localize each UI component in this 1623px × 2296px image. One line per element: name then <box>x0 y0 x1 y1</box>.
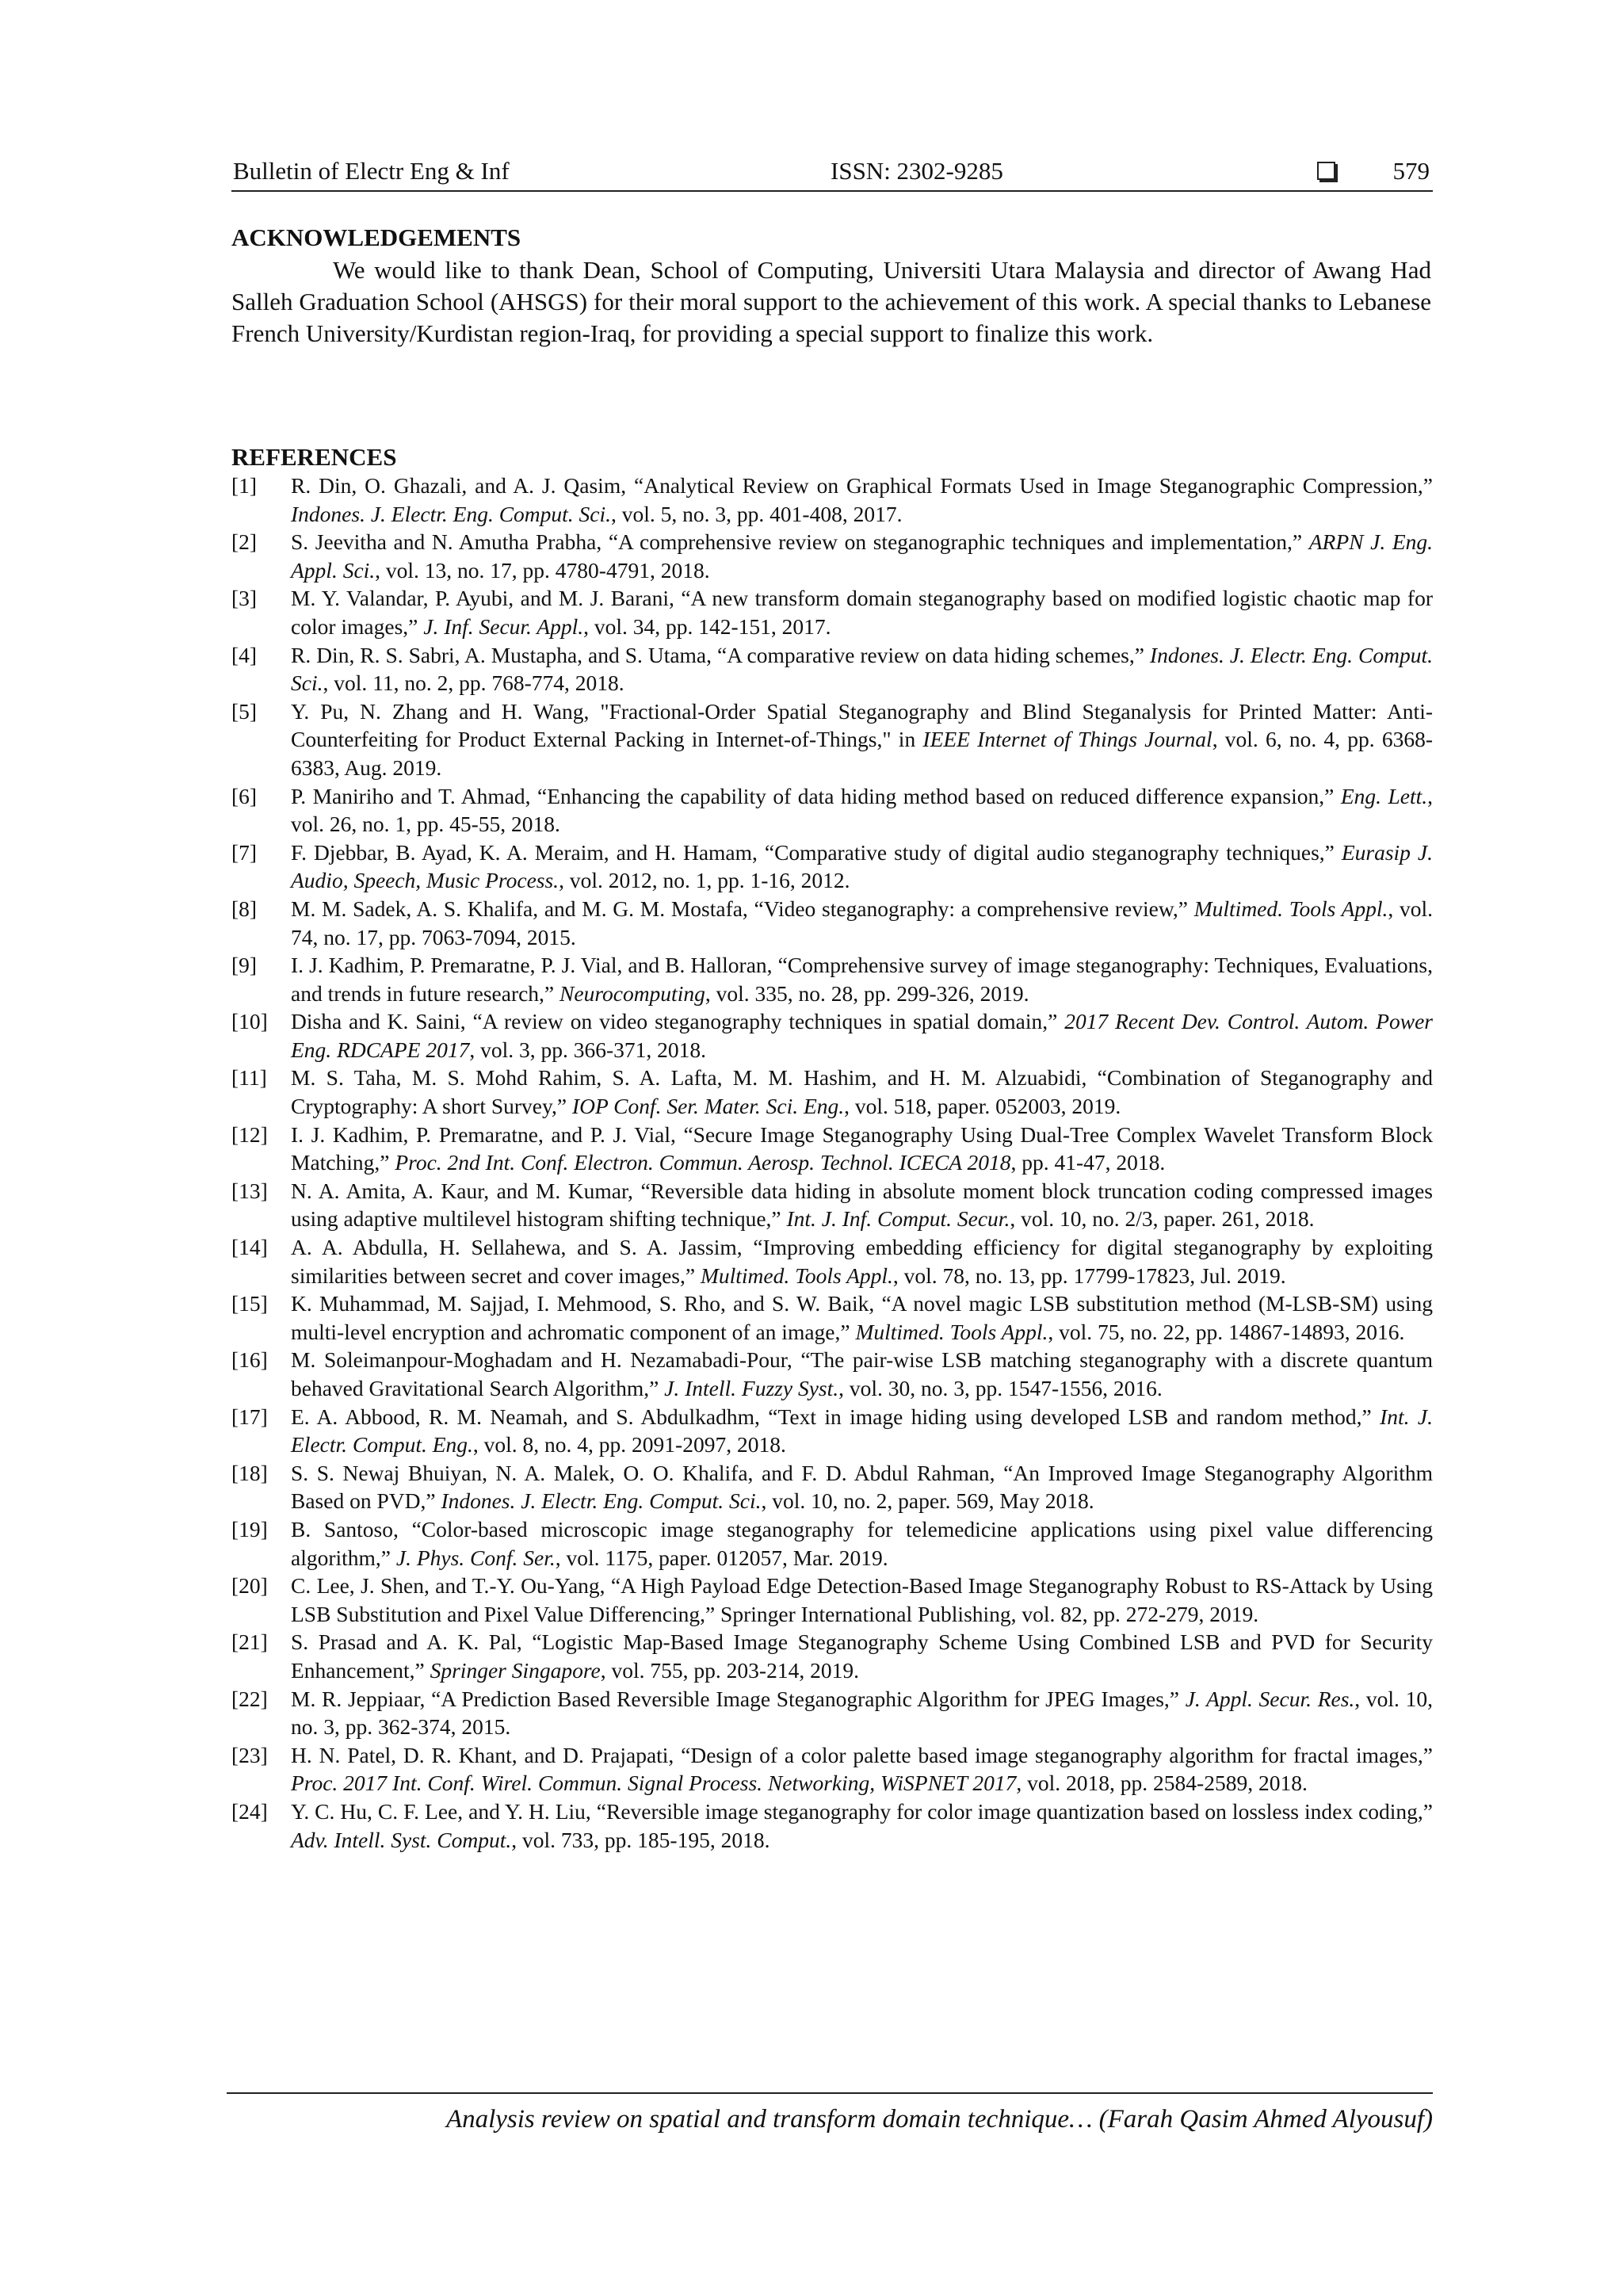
reference-number: [12] <box>231 1121 268 1147</box>
reference-details: , vol. 335, no. 28, pp. 299-326, 2019. <box>705 980 1029 1006</box>
issn: ISSN: 2302-9285 <box>831 157 1003 185</box>
reference-number: [3] <box>231 586 258 611</box>
reference-number: [1] <box>231 473 258 498</box>
reference-details: , vol. 13, no. 17, pp. 4780-4791, 2018. <box>375 557 710 583</box>
reference-authors-title: M. Y. Valandar, P. Ayubi, and M. J. Barani, “A new transform domain steganography based on modified logistic chaotic map for color images,” <box>291 586 1433 639</box>
reference-details: , vol. 2012, no. 1, pp. 1-16, 2012. <box>559 868 850 893</box>
reference-item <box>231 1515 1433 1572</box>
reference-number: [8] <box>231 896 258 921</box>
reference-authors-title: S. Prasad and A. K. Pal, “Logistic Map-Based Image Steganography Scheme Using Combined LSB and PVD for Security Enhancement,” <box>291 1629 1433 1683</box>
reference-authors-title: C. Lee, J. Shen, and T.-Y. Ou-Yang, “A High Payload Edge Detection-Based Image Steganography Robust to RS-Attack by Using LSB Substitution and Pixel Value Differencing,” Springer International Publishing, vol. 82, pp. 272-279, 2019. <box>291 1573 1433 1626</box>
reference-details: , vol. 11, no. 2, pp. 768-774, 2018. <box>323 670 624 696</box>
reference-item <box>231 1797 1433 1854</box>
reference-item <box>231 641 1433 697</box>
reference-item <box>231 1741 1433 1797</box>
reference-details: , vol. 6, no. 4, pp. 6368-6383, Aug. 2019. <box>291 727 1433 780</box>
reference-details: , vol. 10, no. 2/3, paper. 261, 2018. <box>1010 1206 1315 1232</box>
reference-authors-title: S. Jeevitha and N. Amutha Prabha, “A comprehensive review on steganographic techniques and implementation,” <box>291 529 1309 555</box>
footer-divider <box>227 2092 1433 2094</box>
reference-venue: Proc. 2017 Int. Conf. Wirel. Commun. Signal Process. Networking, WiSPNET 2017 <box>291 1771 1017 1796</box>
reference-venue: Proc. 2nd Int. Conf. Electron. Commun. Aerosp. Technol. ICECA 2018 <box>395 1150 1011 1175</box>
reference-details: , vol. 26, no. 1, pp. 45-55, 2018. <box>291 783 1433 837</box>
reference-number: [5] <box>231 698 258 724</box>
reference-item <box>231 1289 1433 1346</box>
reference-details: , vol. 733, pp. 185-195, 2018. <box>511 1827 770 1852</box>
reference-venue: 2017 Recent Dev. Control. Autom. Power Eng. RDCAPE 2017 <box>291 1009 1433 1062</box>
reference-venue: Adv. Intell. Syst. Comput. <box>291 1827 512 1852</box>
reference-venue: Indones. J. Electr. Eng. Comput. Sci. <box>291 501 612 526</box>
reference-item <box>231 528 1433 584</box>
reference-number: [17] <box>231 1404 268 1429</box>
reference-number: [6] <box>231 783 258 808</box>
reference-venue: Springer Singapore <box>430 1657 601 1683</box>
reference-item <box>231 1403 1433 1459</box>
reference-venue: Eng. Lett. <box>1340 783 1428 808</box>
reference-item <box>231 584 1433 640</box>
page-number: 579 <box>1392 157 1430 185</box>
reference-number: [10] <box>231 1009 268 1034</box>
reference-authors-title: Disha and K. Saini, “A review on video steganography techniques in spatial domain,” <box>291 1009 1065 1034</box>
reference-details: , vol. 5, no. 3, pp. 401-408, 2017. <box>611 501 903 526</box>
acknowledgements-heading: ACKNOWLEDGEMENTS <box>231 223 521 251</box>
reference-venue: Multimed. Tools Appl. <box>1193 896 1388 921</box>
reference-number: [14] <box>231 1235 268 1260</box>
references-heading: REFERENCES <box>231 443 397 471</box>
reference-authors-title: E. A. Abbood, R. M. Neamah, and S. Abdulkadhm, “Text in image hiding using developed LSB and random method,” <box>291 1404 1381 1429</box>
reference-venue: Multimed. Tools Appl. <box>855 1319 1048 1344</box>
reference-authors-title: R. Din, O. Ghazali, and A. J. Qasim, “Analytical Review on Graphical Formats Used in Image Steganographic Compression,” <box>291 473 1433 498</box>
reference-authors-title: Y. Pu, N. Zhang and H. Wang, "Fractional-Order Spatial Steganography and Blind Steganalysis for Printed Matter: Anti-Counterfeiting for Product External Packing in Internet-of-Things," in <box>291 698 1433 752</box>
reference-number: [9] <box>231 953 258 978</box>
reference-number: [24] <box>231 1798 268 1824</box>
reference-venue: Indones. J. Electr. Eng. Comput. Sci. <box>441 1488 762 1514</box>
reference-item <box>231 1459 1433 1515</box>
reference-venue: IEEE Internet of Things Journal <box>922 727 1212 752</box>
reference-venue: J. Inf. Secur. Appl. <box>423 613 584 639</box>
reference-number: [4] <box>231 642 258 667</box>
reference-item <box>231 1177 1433 1233</box>
page-header <box>231 152 1433 192</box>
reference-item <box>231 697 1433 782</box>
reference-item <box>231 1572 1433 1628</box>
reference-item <box>231 782 1433 839</box>
references-list <box>231 472 1433 1854</box>
reference-number: [15] <box>231 1291 268 1316</box>
reference-venue: Indones. J. Electr. Eng. Comput. Sci. <box>291 642 1433 696</box>
reference-details: , vol. 74, no. 17, pp. 7063-7094, 2015. <box>291 896 1434 949</box>
reference-authors-title: A. A. Abdulla, H. Sellahewa, and S. A. Jassim, “Improving embedding efficiency for digital steganography by exploiting similarities between secret and cover images,” <box>291 1235 1433 1288</box>
reference-venue: J. Appl. Secur. Res. <box>1185 1686 1355 1711</box>
reference-details: , vol. 755, pp. 203-214, 2019. <box>600 1657 859 1683</box>
reference-venue: ARPN J. Eng. Appl. Sci. <box>291 529 1433 583</box>
reference-details: , vol. 75, no. 22, pp. 14867-14893, 2016. <box>1048 1319 1405 1344</box>
reference-item <box>231 1064 1433 1120</box>
reference-authors-title: M. S. Taha, M. S. Mohd Rahim, S. A. Lafta, M. M. Hashim, and H. M. Alzuabidi, “Combination of Steganography and Cryptography: A short Survey,” <box>291 1065 1433 1119</box>
reference-number: [2] <box>231 529 258 555</box>
reference-authors-title: Y. C. Hu, C. F. Lee, and Y. H. Liu, “Reversible image steganography for color image quantization based on lossless index coding,” <box>291 1798 1433 1824</box>
reference-item <box>231 839 1433 895</box>
reference-details: , vol. 3, pp. 366-371, 2018. <box>469 1037 707 1062</box>
reference-authors-title: N. A. Amita, A. Kaur, and M. Kumar, “Reversible data hiding in absolute moment block truncation coding compressed images using adaptive multilevel histogram shifting technique,” <box>291 1178 1433 1232</box>
reference-item <box>231 951 1433 1007</box>
reference-authors-title: I. J. Kadhim, P. Premaratne, P. J. Vial, and B. Halloran, “Comprehensive survey of image steganography: Techniques, Evaluations, and trends in future research,” <box>291 953 1433 1006</box>
reference-number: [16] <box>231 1347 268 1373</box>
reference-authors-title: F. Djebbar, B. Ayad, K. A. Meraim, and H. Hamam, “Comparative study of digital audio steganography techniques,” <box>291 839 1342 865</box>
reference-venue: Eurasip J. Audio, Speech, Music Process. <box>291 839 1433 893</box>
reference-number: [18] <box>231 1460 268 1485</box>
reference-number: [11] <box>231 1065 267 1091</box>
reference-details: , vol. 10, no. 2, paper. 569, May 2018. <box>761 1488 1094 1514</box>
reference-details: , vol. 34, pp. 142-151, 2017. <box>583 613 831 639</box>
reference-venue: J. Phys. Conf. Ser. <box>395 1545 556 1570</box>
reference-number: [13] <box>231 1178 268 1203</box>
reference-authors-title: M. M. Sadek, A. S. Khalifa, and M. G. M. Mostafa, “Video steganography: a comprehensive review,” <box>291 896 1194 921</box>
reference-item <box>231 1233 1433 1289</box>
reference-item <box>231 895 1433 951</box>
reference-venue: IOP Conf. Ser. Mater. Sci. Eng. <box>571 1094 845 1119</box>
reference-details: , vol. 30, no. 3, pp. 1547-1556, 2016. <box>838 1376 1163 1400</box>
reference-venue: Int. J. Inf. Comput. Secur. <box>786 1206 1010 1232</box>
reference-item <box>231 1346 1433 1402</box>
reference-number: [21] <box>231 1629 268 1655</box>
reference-number: [23] <box>231 1742 268 1767</box>
reference-details: , pp. 41-47, 2018. <box>1010 1150 1166 1175</box>
reference-authors-title: B. Santoso, “Color-based microscopic image steganography for telemedicine applications using pixel value differencing algorithm,” <box>291 1516 1433 1570</box>
reference-authors-title: H. N. Patel, D. R. Khant, and D. Prajapati, “Design of a color palette based image steganography algorithm for fractal images,” <box>291 1742 1433 1767</box>
reference-item <box>231 1685 1433 1741</box>
reference-authors-title: I. J. Kadhim, P. Premaratne, and P. J. Vial, “Secure Image Steganography Using Dual-Tree Complex Wavelet Transform Block Matching,” <box>291 1121 1433 1175</box>
reference-venue: Int. J. Electr. Comput. Eng. <box>291 1404 1433 1457</box>
journal-name: Bulletin of Electr Eng & Inf <box>233 157 510 185</box>
running-footer: Analysis review on spatial and transform domain technique… (Farah Qasim Ahmed Alyousuf) <box>445 2105 1433 2134</box>
reference-details: , vol. 2018, pp. 2584-2589, 2018. <box>1016 1771 1308 1796</box>
reference-item <box>231 1628 1433 1684</box>
reference-details: , vol. 10, no. 3, pp. 362-374, 2015. <box>291 1686 1433 1740</box>
reference-authors-title: K. Muhammad, M. Sajjad, I. Mehmood, S. Rho, and S. W. Baik, “A novel magic LSB substitution method (M-LSB-SM) using multi-level encryption and achromatic component of an image,” <box>291 1291 1433 1344</box>
reference-details: , vol. 518, paper. 052003, 2019. <box>844 1094 1121 1119</box>
checkbox-square-icon <box>1317 162 1335 180</box>
reference-authors-title: S. S. Newaj Bhuiyan, N. A. Malek, O. O. Khalifa, and F. D. Abdul Rahman, “An Improved Image Steganography Algorithm Based on PVD,” <box>291 1460 1433 1514</box>
reference-number: [7] <box>231 839 258 865</box>
reference-details: , vol. 1175, paper. 012057, Mar. 2019. <box>555 1545 888 1570</box>
reference-authors-title: M. Soleimanpour-Moghadam and H. Nezamabadi-Pour, “The pair-wise LSB matching steganography with a discrete quantum behaved Gravitational Search Algorithm,” <box>291 1347 1433 1400</box>
reference-venue: Neurocomputing <box>559 980 705 1006</box>
reference-venue: J. Intell. Fuzzy Syst. <box>664 1376 839 1400</box>
reference-item <box>231 1121 1433 1177</box>
reference-authors-title: M. R. Jeppiaar, “A Prediction Based Reversible Image Steganographic Algorithm for JPEG Images,” <box>291 1686 1186 1711</box>
reference-details: , vol. 78, no. 13, pp. 17799-17823, Jul. 2019. <box>892 1263 1286 1288</box>
reference-number: [20] <box>231 1573 268 1599</box>
reference-authors-title: R. Din, R. S. Sabri, A. Mustapha, and S. Utama, “A comparative review on data hiding schemes,” <box>291 642 1150 667</box>
reference-details: , vol. 8, no. 4, pp. 2091-2097, 2018. <box>472 1432 786 1457</box>
reference-authors-title: P. Maniriho and T. Ahmad, “Enhancing the capability of data hiding method based on reduced difference expansion,” <box>291 783 1341 808</box>
reference-number: [19] <box>231 1516 268 1541</box>
reference-item <box>231 472 1433 528</box>
reference-item <box>231 1007 1433 1064</box>
reference-venue: Multimed. Tools Appl. <box>700 1263 893 1288</box>
acknowledgements-body: We would like to thank Dean, School of Computing, Universiti Utara Malaysia and director of Awang Had Salleh Graduation School (AHSGS) for their moral support to the achievement of this work. A special thanks to Lebanese French University/Kurdistan region-Iraq, for providing a special support to finalize this work. <box>231 256 1431 347</box>
reference-number: [22] <box>231 1686 268 1711</box>
